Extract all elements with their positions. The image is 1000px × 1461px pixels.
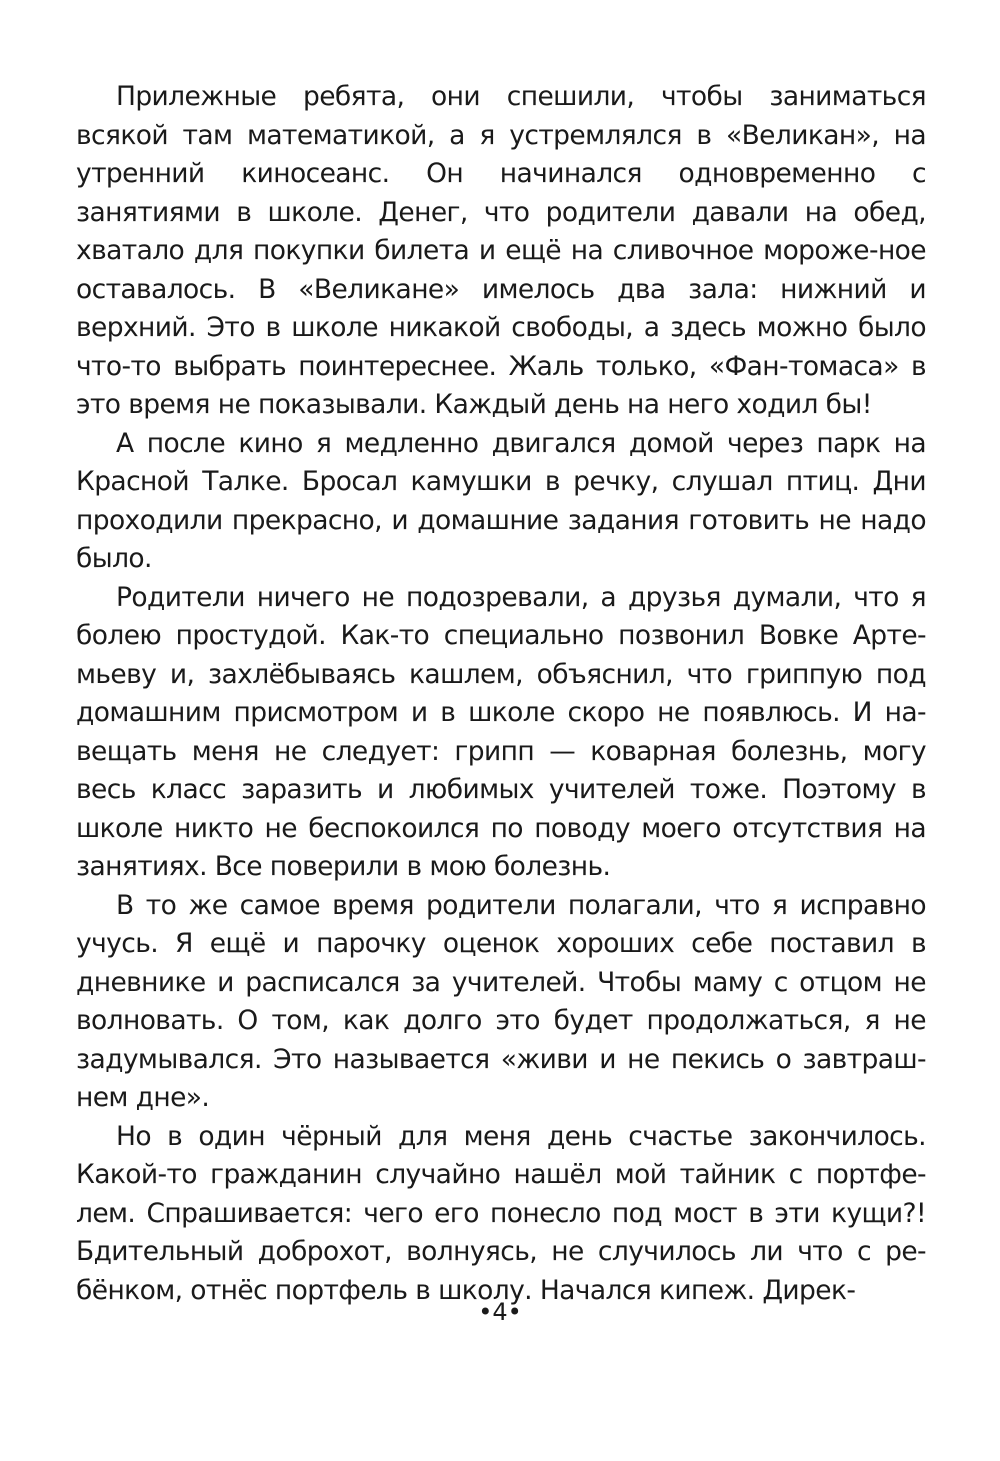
- paragraph-2: А после кино я медленно двигался домой через парк на Красной Талке. Бросал камушки в речку, слушал птиц. Дни проходили прекрасно, и домашние задания готовить не надо было.: [76, 427, 926, 574]
- paragraph-3: Родители ничего не подозревали, а друзья думали, что я болею простудой. Как-то специально позвонил Вовке Арте-мьеву и, захлёбываясь кашлем, объяснил, что гриппую под домашним присмотром и в школе скоро не появлюсь. И на-вещать меня не следует: грипп — коварная болезнь, могу весь класс заразить и любимых учителей тоже. Поэтому в школе никто не беспокоился по поводу моего отсутствия на занятиях. Все поверили в мою болезнь.: [76, 581, 926, 882]
- page-body: [76, 78, 926, 1310]
- paragraph-1: Прилежные ребята, они спешили, чтобы заниматься всякой там математикой, а я устремлялся в «Великан», на утренний киносеанс. Он начинался одновременно с занятиями в школе. Денег, что родители давали на обед, хватало для покупки билета и ещё на сливочное мороже-ное оставалось. В «Великане» имелось два зала: нижний и верхний. Это в школе никакой свободы, а здесь можно было что-то выбрать поинтереснее. Жаль только, «Фан-томаса» в это время не показывали. Каждый день на него ходил бы!: [76, 81, 926, 420]
- page-number: •4•: [478, 1298, 522, 1326]
- paragraph-5: Но в один чёрный для меня день счастье закончилось. Какой-то гражданин случайно нашёл мой тайник с портфе-лем. Спрашивается: чего его понесло под мост в эти кущи?! Бдительный доброхот, волнуясь, не случилось ли что с ре-бёнком, отнёс портфель в школу. Начался кипеж. Дирек-: [76, 1120, 926, 1306]
- paragraph-4: В то же самое время родители полагали, что я исправно учусь. Я ещё и парочку оценок хороших себе поставил в дневнике и расписался за учителей. Чтобы маму с отцом не волновать. О том, как долго это будет продолжаться, я не задумывался. Это называется «живи и не пекись о завтраш-нем дне».: [76, 889, 926, 1113]
